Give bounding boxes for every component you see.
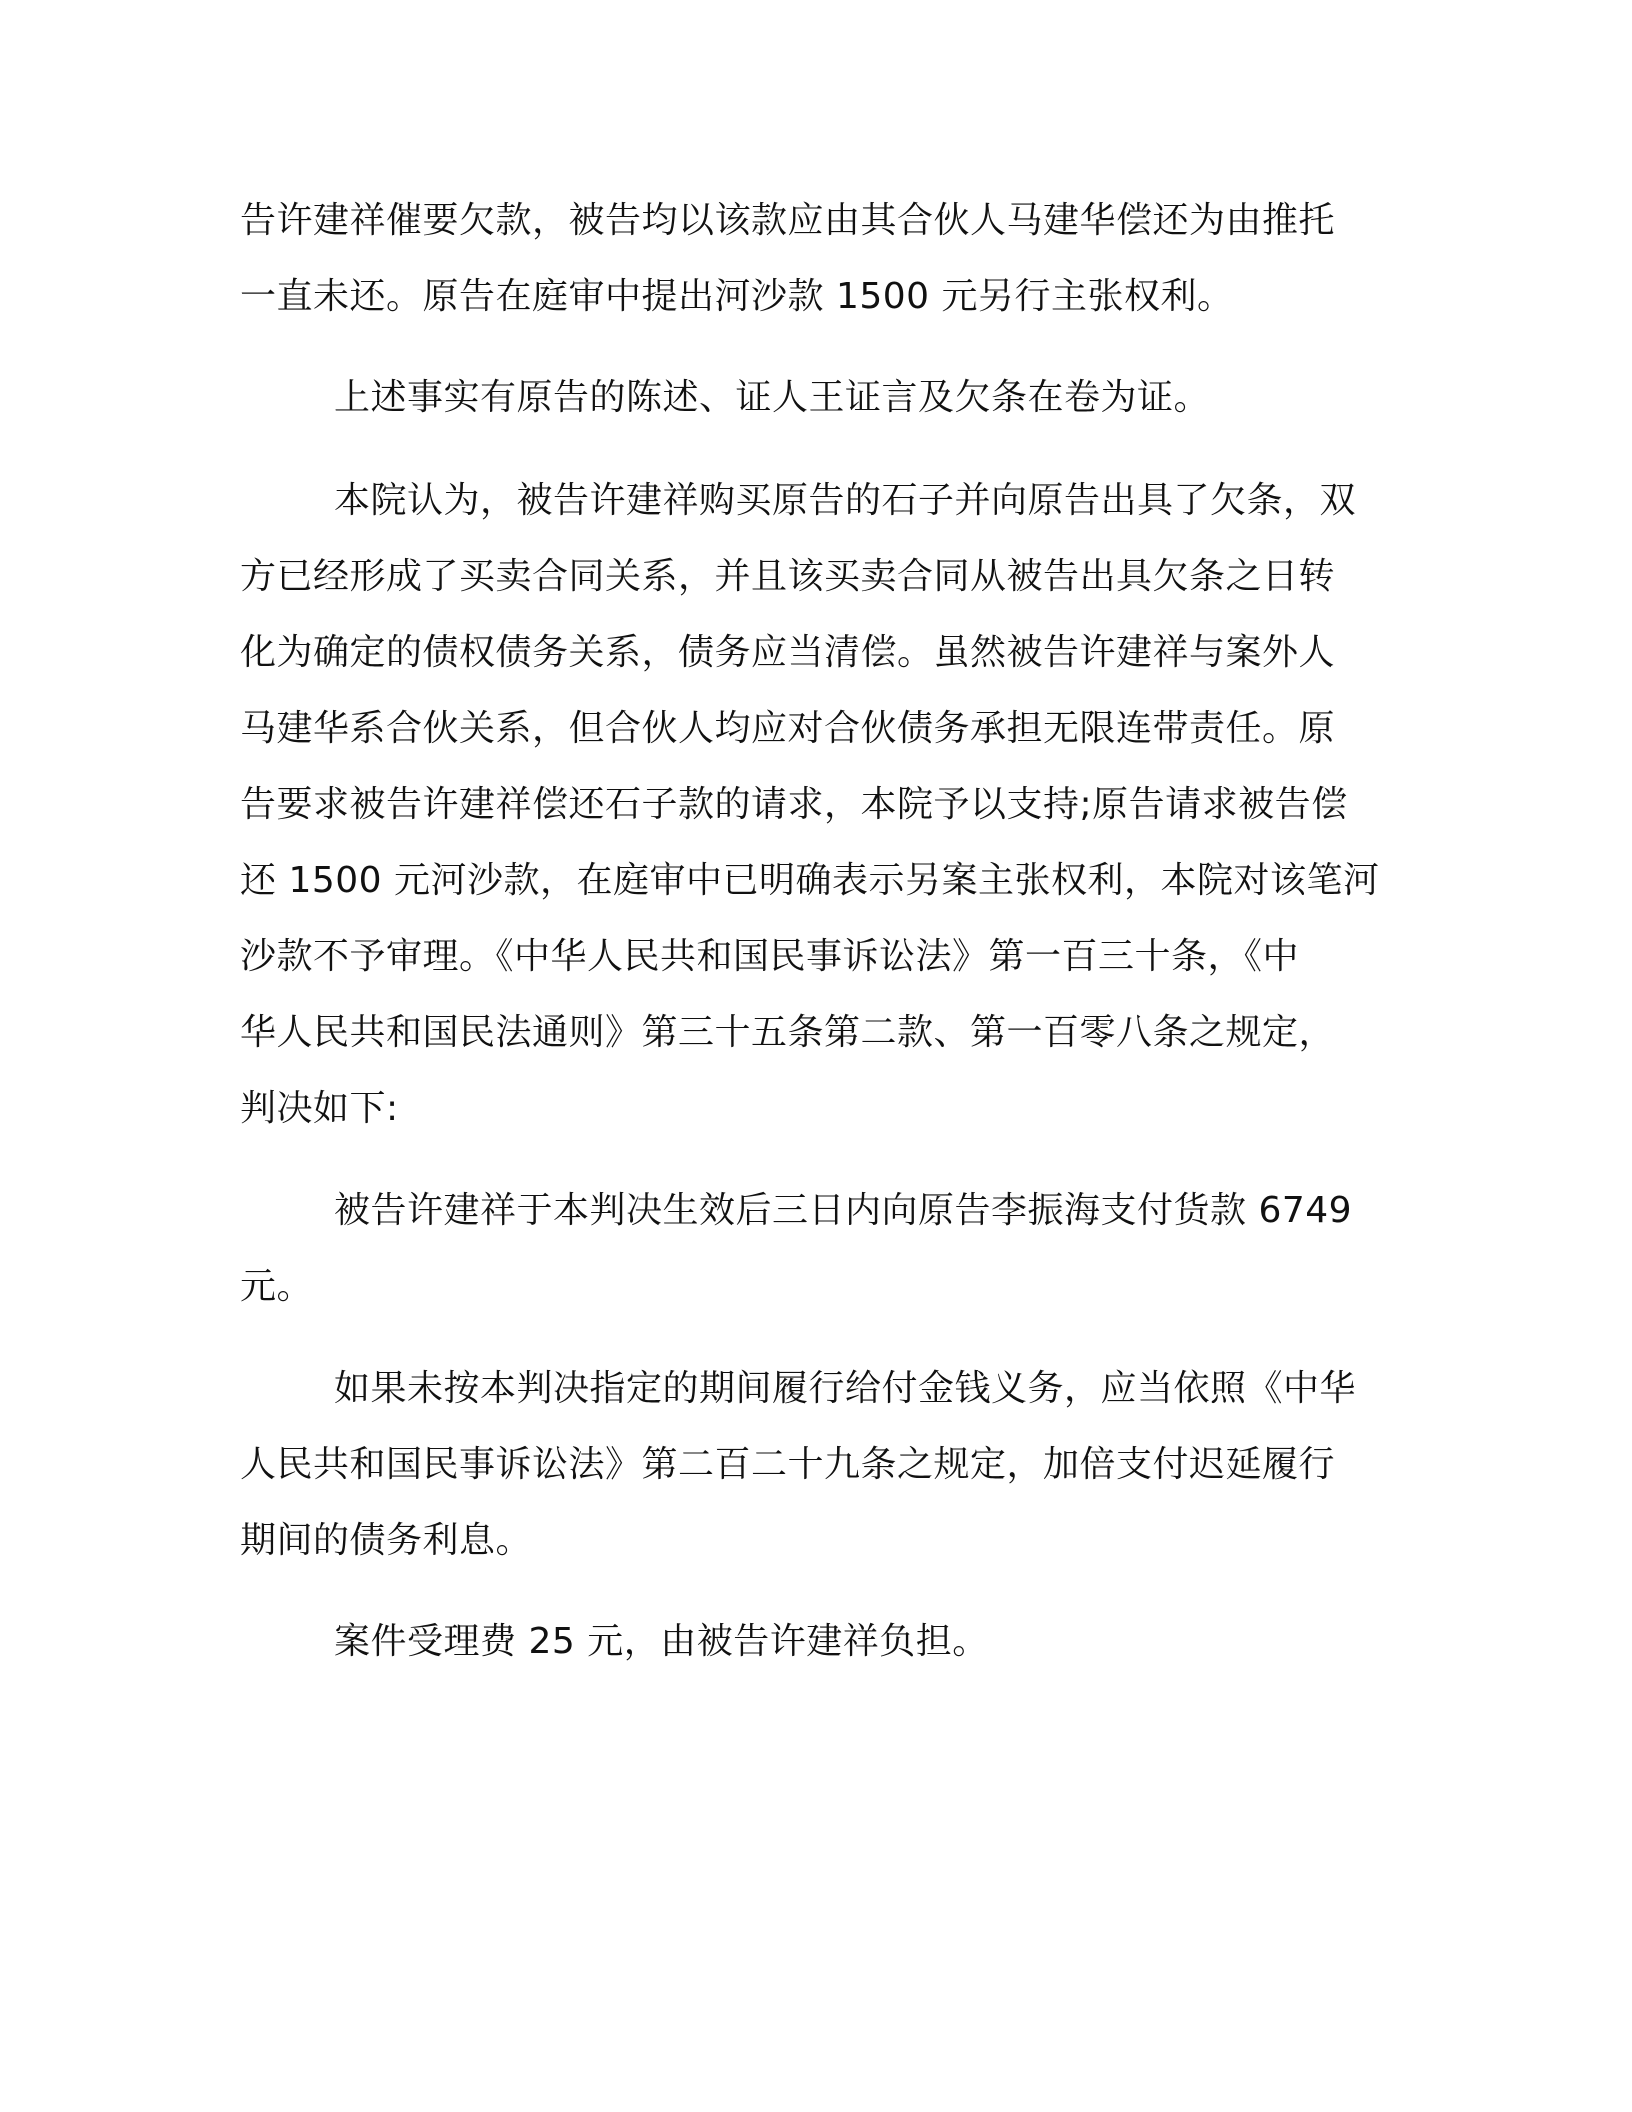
paragraph-line: 告要求被告许建祥偿还石子款的请求，本院予以支持;原告请求被告偿 [240,784,1348,825]
paragraph-line: 告许建祥催要欠款，被告均以该款应由其合伙人马建华偿还为由推托 [240,200,1336,241]
paragraph-line: 案件受理费 25 元，由被告许建祥负担。 [334,1621,989,1662]
paragraph-line: 期间的债务利息。 [240,1520,533,1561]
paragraph-line: 化为确定的债权债务关系，债务应当清偿。虽然被告许建祥与案外人 [240,632,1336,673]
paragraph-line: 如果未按本判决指定的期间履行给付金钱义务，应当依照《中华 [334,1368,1357,1409]
paragraph-line: 马建华系合伙关系，但合伙人均应对合伙债务承担无限连带责任。原 [240,708,1336,749]
paragraph-line: 上述事实有原告的陈述、证人王证言及欠条在卷为证。 [334,377,1211,418]
paragraph-line: 元。 [240,1266,314,1307]
paragraph-line: 人民共和国民事诉讼法》第二百二十九条之规定，加倍支付迟延履行 [240,1444,1336,1485]
paragraph-line: 沙款不予审理。《中华人民共和国民事诉讼法》第一百三十条，《中 [240,936,1300,977]
paragraph-line: 华人民共和国民法通则》第三十五条第二款、第一百零八条之规定， [240,1012,1336,1053]
paragraph-line: 还 1500 元河沙款，在庭审中已明确表示另案主张权利，本院对该笔河 [240,860,1380,901]
paragraph-line: 一直未还。原告在庭审中提出河沙款 1500 元另行主张权利。 [240,276,1234,317]
paragraph-line: 被告许建祥于本判决生效后三日内向原告李振海支付货款 6749 [334,1190,1353,1231]
paragraph-line: 本院认为，被告许建祥购买原告的石子并向原告出具了欠条，双 [334,480,1357,521]
paragraph-line: 方已经形成了买卖合同关系，并且该买卖合同从被告出具欠条之日转 [240,556,1336,597]
paragraph-line: 判决如下: [240,1088,399,1129]
